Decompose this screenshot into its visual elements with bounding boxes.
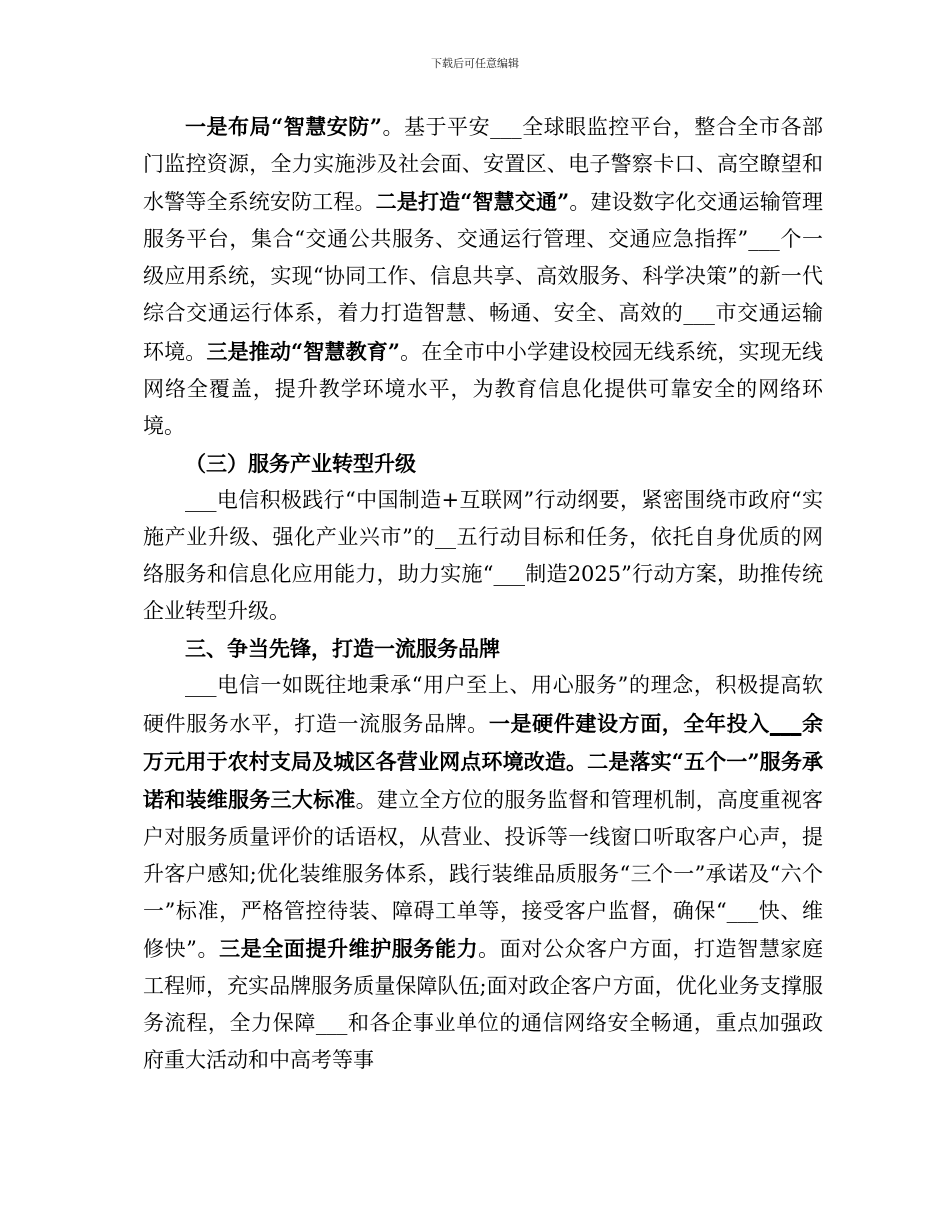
bold-phrase: 余万元用于农村支局及城区各营业网点环境改造。 <box>143 710 824 774</box>
section-heading-industry: （三）服务产业转型升级 <box>185 450 416 476</box>
page-header: 下载后可任意编辑 <box>431 57 519 70</box>
text-span: ___电信一如既往地秉承“用户至上、用心服务”的理念，积极提高软硬件服务水平，打造一流服务品牌。 <box>143 673 823 736</box>
section-heading-service-brand: 三、争当先锋，打造一流服务品牌 <box>185 636 500 662</box>
bold-phrase: 二是落实“五个一”服务承诺和装维服务三大标准 <box>143 748 823 812</box>
text-span: 。在全市中小学建设校园无线系统，实现无线网络全覆盖，提升教学环境水平，为教育信息化提供可靠安全的网络环境。 <box>143 339 823 438</box>
document-body <box>143 108 823 1079</box>
bold-underline-blank: ___ <box>769 710 802 736</box>
text-span: 。基于平安___全球眼监控平台，整合全市各部门监控资源，全力实施涉及社会面、安置区、电子警察卡口、高空瞭望和水警等全系统安防工程。 <box>143 115 823 215</box>
bold-phrase: 三是推动“智慧教育” <box>206 338 400 364</box>
bold-phrase: 二是打造“智慧交通” <box>375 189 570 215</box>
text-span: 。建立全方位的服务监督和管理机制，高度重视客户对服务质量评价的话语权，从营业、投诉等一线窗口听取客户心声，提升客户感知;优化装维服务体系，践行装维品质服务“三个一”承诺及“六个一”标准，严格管控待装、障碍工单等，接受客户监督，确保“___快、维修快”。 <box>143 787 824 962</box>
paragraph-smart-city <box>143 108 823 445</box>
bold-phrase: 一是硬件建设方面，全年投入 <box>488 710 770 736</box>
paragraph-industry: ___电信积极践行“中国制造+互联网”行动纲要，紧密围绕市政府“实施产业升级、强化产业兴市”的__五行动目标和任务，依托自身优质的网络服务和信息化应用能力，助力实施“___制造2025”行动方案，助推传统企业转型升级。 <box>143 487 823 624</box>
text-span: 。建设数字化交通运输管理服务平台，集合“交通公共服务、交通运行管理、交通应急指挥”___个一级应用系统，实现“协同工作、信息共享、高效服务、科学决策”的新一代综合交通运行体系，着力打造智慧、畅通、安全、高效的___市交通运输环境。 <box>143 190 823 364</box>
bold-phrase: 一是布局“智慧安防” <box>185 114 382 139</box>
paragraph-service-brand <box>143 667 823 1079</box>
text-span: 。面对公众客户方面，打造智慧家庭工程师，充实品牌服务质量保障队伍;面对政企客户方面，优化业务支撑服务流程，全力保障___和各企事业单位的通信网络安全畅通，重点加强政府重大活动和中高考等事 <box>143 937 824 1073</box>
bold-phrase: 三是全面提升维护服务能力 <box>219 936 479 962</box>
